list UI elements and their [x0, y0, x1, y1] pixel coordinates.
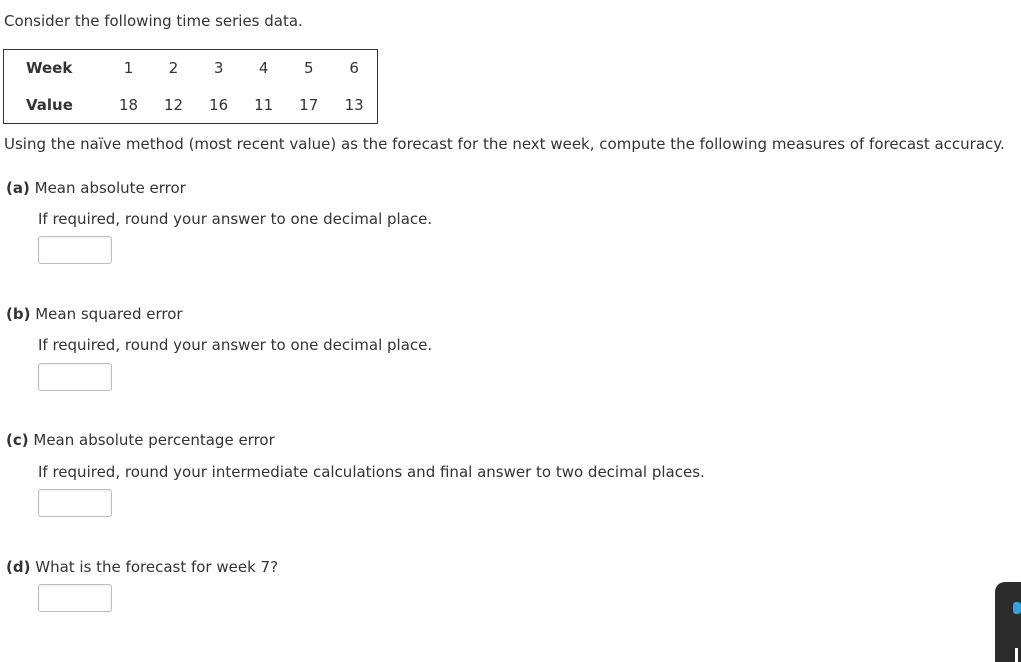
value-cell: 11 [254, 95, 274, 114]
row-header-week: Week [26, 59, 73, 78]
week-cell: 6 [349, 59, 359, 78]
part-b-heading [6, 305, 183, 323]
part-a [6, 179, 433, 228]
part-d-heading [6, 558, 278, 576]
part-a-label: Mean absolute error [34, 179, 186, 197]
part-d-label: What is the forecast for week 7? [35, 558, 279, 576]
week-cell: 5 [303, 59, 314, 78]
part-d [6, 558, 278, 576]
part-b-answer-input[interactable] [38, 363, 112, 391]
value-cell: 18 [118, 95, 139, 114]
part-b-hint: If required, round your answer to one decimal place. [38, 336, 433, 354]
part-d-letter: (d) [6, 558, 31, 576]
week-cell: 4 [258, 59, 269, 78]
part-a-heading [6, 179, 186, 197]
week-cell: 2 [168, 59, 179, 78]
side-help-widget[interactable] [995, 582, 1021, 662]
handle-icon [1015, 648, 1018, 662]
value-cell: 13 [344, 95, 364, 114]
part-b-letter: (b) [6, 305, 31, 323]
part-c-label: Mean absolute percentage error [33, 431, 275, 449]
time-series-table [3, 49, 378, 124]
table-row-value [4, 87, 378, 124]
part-c-hint: If required, round your intermediate calculations and final answer to two decimal places. [38, 463, 705, 481]
intro-text: Consider the following time series data. [4, 12, 303, 30]
value-cell: 17 [299, 95, 319, 114]
part-c-heading [6, 431, 275, 449]
part-c-answer-input[interactable] [38, 489, 112, 517]
value-cell: 16 [209, 95, 229, 114]
part-a-letter: (a) [6, 179, 30, 197]
part-a-answer-input[interactable] [38, 236, 112, 264]
row-header-value: Value [26, 95, 73, 114]
part-c [6, 431, 705, 481]
part-c-letter: (c) [6, 431, 29, 449]
part-d-answer-input[interactable] [38, 584, 112, 612]
week-cell: 1 [123, 59, 134, 78]
value-cell: 12 [164, 95, 184, 114]
part-b [6, 305, 433, 354]
user-icon [1013, 602, 1021, 614]
week-cell: 3 [213, 59, 224, 78]
instructions-text: Using the naïve method (most recent value) as the forecast for the next week, compute the following measures of forecast accuracy. [4, 135, 1005, 153]
table-row-week [4, 50, 378, 87]
part-b-label: Mean squared error [35, 305, 183, 323]
part-a-hint: If required, round your answer to one decimal place. [38, 210, 433, 228]
